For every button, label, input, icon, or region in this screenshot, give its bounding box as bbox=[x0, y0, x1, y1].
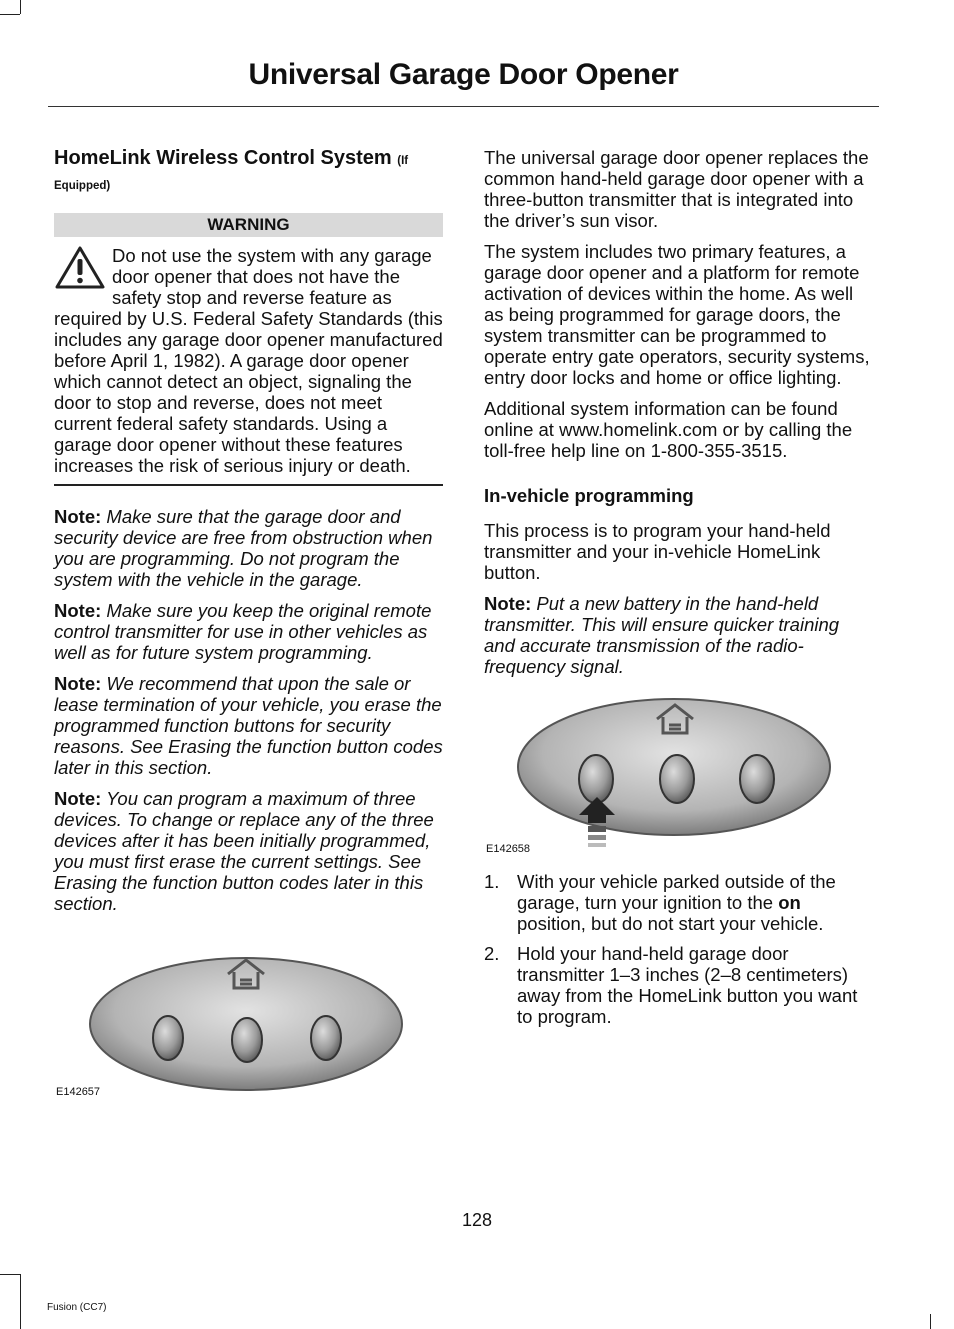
page-title: Universal Garage Door Opener bbox=[248, 58, 679, 91]
figure-label: E142658 bbox=[486, 843, 531, 855]
note-label: Note: bbox=[54, 600, 102, 621]
note-text: We recommend that upon the sale or lease termination of your vehicle, you erase the programmed function buttons for security reasons. See Erasing the function button codes later in this section. bbox=[54, 673, 443, 778]
title-rule bbox=[48, 106, 879, 107]
homelink-button-1 bbox=[153, 1016, 183, 1060]
crop-mark bbox=[0, 1274, 20, 1275]
note-label: Note: bbox=[54, 506, 102, 527]
right-column bbox=[484, 147, 874, 1036]
section-heading bbox=[54, 147, 443, 197]
step-number: 2. bbox=[484, 943, 500, 964]
note-text: Put a new battery in the hand-held transmitter. This will ensure quicker training and accurate transmission of the radio-frequency signal. bbox=[484, 593, 840, 677]
note-text: Make sure that the garage door and security device are free from obstruction when you are programming. Do not program the system with the vehicle in the garage. bbox=[54, 506, 433, 590]
warning-rule bbox=[54, 484, 443, 486]
crop-mark bbox=[930, 1314, 931, 1329]
homelink-panel-illustration bbox=[484, 695, 874, 865]
step-bold-text: on bbox=[778, 892, 801, 913]
note-paragraph bbox=[484, 593, 874, 677]
note-paragraph bbox=[54, 788, 443, 914]
list-item bbox=[484, 943, 874, 1027]
crop-mark bbox=[20, 0, 21, 14]
page-number: 128 bbox=[461, 1210, 493, 1230]
note-paragraph bbox=[54, 506, 443, 590]
homelink-figure bbox=[54, 942, 443, 1098]
left-column bbox=[54, 147, 443, 1098]
footer-model: Fusion (CC7) bbox=[47, 1302, 107, 1313]
list-item bbox=[484, 871, 874, 934]
warning-box bbox=[54, 245, 443, 476]
note-text: Make sure you keep the original remote control transmitter for use in other vehicles as well as for future system programming. bbox=[54, 600, 432, 663]
homelink-button-1 bbox=[579, 755, 613, 803]
body-paragraph: The universal garage door opener replaces the common hand-held garage door opener with a three-button transmitter that is integrated into the driver’s sun visor. bbox=[484, 147, 869, 231]
crop-mark bbox=[20, 1274, 21, 1329]
subheading: In-vehicle programming bbox=[484, 485, 694, 506]
warning-label: WARNING bbox=[54, 213, 443, 237]
body-paragraph: This process is to program your hand-held transmitter and your in-vehicle HomeLink button. bbox=[484, 520, 831, 583]
step-text-end: position, but do not start your vehicle. bbox=[517, 913, 824, 934]
homelink-button-2 bbox=[660, 755, 694, 803]
homelink-panel-illustration bbox=[54, 942, 443, 1098]
note-paragraph bbox=[54, 673, 443, 778]
steps-list bbox=[484, 871, 874, 1027]
note-label: Note: bbox=[54, 788, 102, 809]
homelink-button-3 bbox=[311, 1016, 341, 1060]
section-heading-suffix: (If Equipped) bbox=[54, 155, 409, 192]
note-label: Note: bbox=[484, 593, 532, 614]
note-paragraph bbox=[54, 600, 443, 663]
section-heading-text: HomeLink Wireless Control System bbox=[54, 147, 392, 169]
step-number: 1. bbox=[484, 871, 500, 892]
note-text: You can program a maximum of three devices. To change or replace any of the three devices after it has been initially programmed, you must first erase the current settings. See Erasing the function button codes later in this section. bbox=[54, 788, 434, 914]
homelink-button-3 bbox=[740, 755, 774, 803]
warning-text: Do not use the system with any garage door opener that does not have the safety stop and reverse feature as required by U.S. Federal Safety Standards (this includes any garage door opener manufactured before April 1, 1982). A garage door opener which cannot detect an object, signaling the door to stop and reverse, does not meet current federal safety standards. Using a garage door opener without these features increases the risk of serious injury or death. bbox=[54, 245, 443, 476]
homelink-button-2 bbox=[232, 1018, 262, 1062]
crop-mark bbox=[0, 14, 20, 15]
note-label: Note: bbox=[54, 673, 102, 694]
step-text: Hold your hand-held garage door transmitter 1–3 inches (2–8 centimeters) away from the HomeLink button you want to program. bbox=[517, 943, 858, 1027]
figure-label: E142657 bbox=[56, 1086, 101, 1098]
homelink-figure-with-arrow bbox=[484, 695, 874, 875]
body-paragraph: The system includes two primary features, a garage door opener and a platform for remote activation of devices within the home. As well as being programmed for garage doors, the system transmitter can be programmed to operate entry gate operators, security systems, entry door locks and home or office lighting. bbox=[484, 241, 870, 388]
body-paragraph: Additional system information can be found online at www.homelink.com or by calling the toll-free help line on 1-800-355-3515. bbox=[484, 398, 853, 461]
warning-triangle-icon bbox=[54, 245, 106, 291]
step-text: With your vehicle parked outside of the garage, turn your ignition to the bbox=[517, 871, 836, 913]
